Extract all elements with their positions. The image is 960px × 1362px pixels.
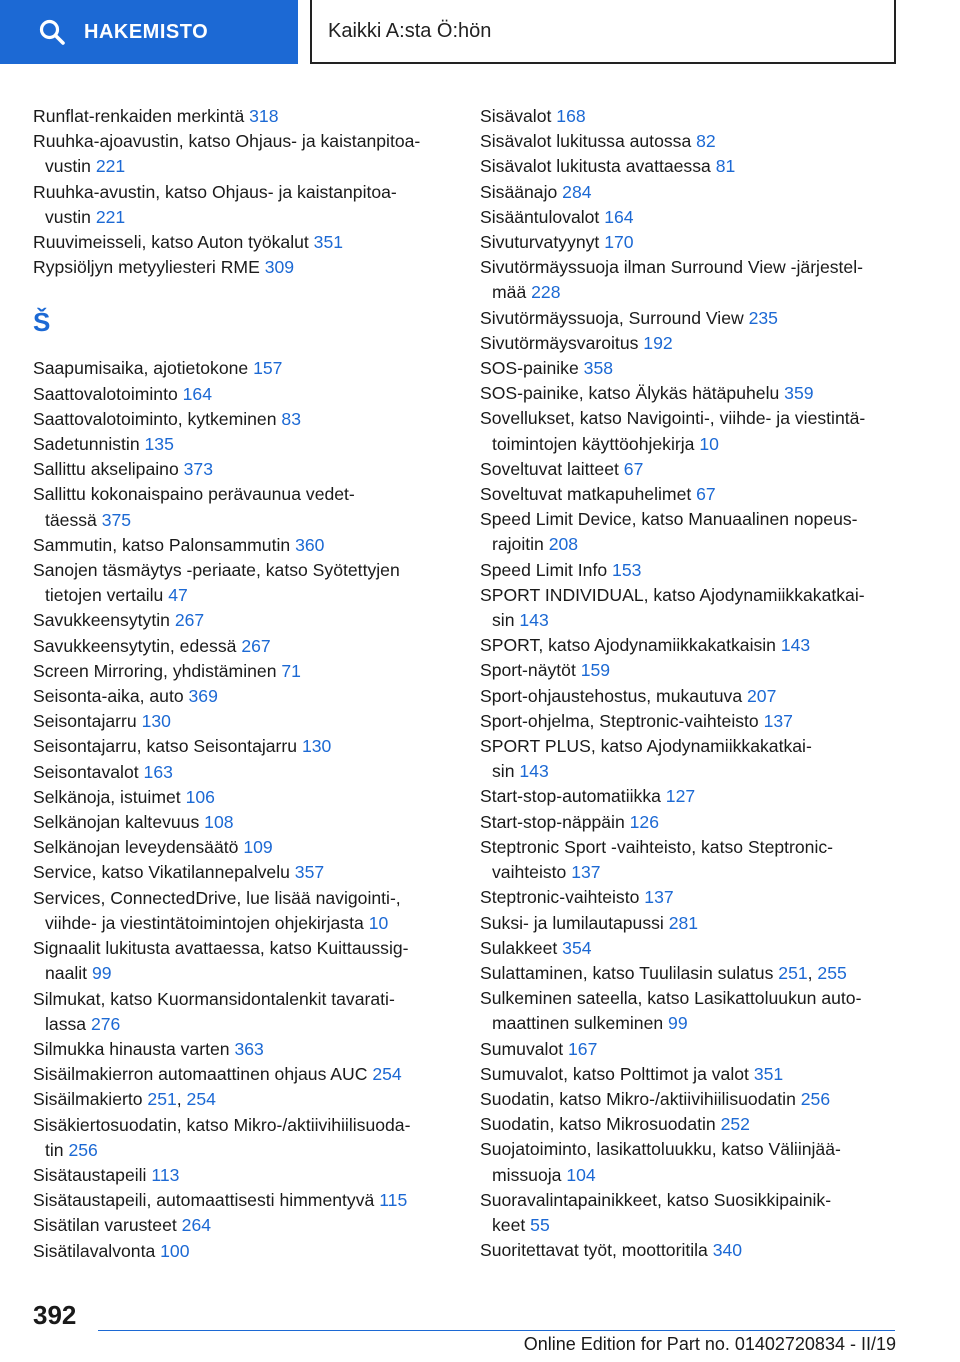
entry-text: vustin [45,156,91,177]
entry-text: Steptronic-vaihteisto [480,887,640,908]
entry-text: mää [492,282,527,303]
entry-text: Saattovalotoiminto [33,383,178,404]
page-link[interactable]: 115 [379,1190,408,1211]
page-link[interactable]: 164 [182,383,212,404]
page-link[interactable]: 106 [185,786,215,807]
index-entry [33,432,453,457]
entry-text: Selkänojan kaltevuus [33,812,200,833]
page-link[interactable]: 71 [281,660,301,681]
index-entry [480,255,900,305]
page-link[interactable]: 284 [562,181,592,202]
index-entry [33,760,453,785]
page-link[interactable]: 256 [800,1088,831,1109]
index-entry [33,886,453,936]
index-entry [480,1188,900,1238]
index-entry [480,633,900,658]
page-link[interactable]: 360 [295,534,325,555]
entry-text: sin [492,761,515,782]
index-entry [480,684,900,709]
page-link[interactable]: 354 [562,937,592,958]
entry-text: Screen Mirroring, yhdistäminen [33,660,277,681]
page-link[interactable]: 99 [91,963,112,984]
page-link[interactable]: 252 [720,1114,750,1135]
search-tab-label: HAKEMISTO [84,20,209,43]
page-link[interactable]: 254 [372,1064,402,1085]
entry-text: Sisävalot [480,106,552,126]
page-link[interactable]: 228 [531,282,561,303]
page-link[interactable]: 192 [643,332,673,353]
entry-text: tin [45,1139,64,1160]
page-link[interactable]: 373 [183,459,213,480]
index-entry [480,986,900,1036]
page-link[interactable]: 235 [748,307,778,328]
entry-text: Soveltuvat matkapuhelimet [480,484,692,505]
page-link[interactable]: 99 [668,1013,688,1034]
page-link[interactable]: 251 [778,962,808,983]
index-entry [33,1213,453,1238]
entry-text: SPORT INDIVIDUAL, katso Ajodynamiikkakatkai- [480,584,865,605]
page-link[interactable]: 358 [583,358,614,379]
entry-text: Saapumisaika, ajotietokone [33,358,249,379]
entry-text: Sisäänajo [480,181,558,202]
entry-text: toimintojen käyttöohjekirja [492,433,695,454]
entry-text: Sanojen täsmäytys -periaate, katso Syötettyjen [33,560,400,581]
entry-text: Suojatoiminto, lasikattoluukku, katso Väliinjää- [480,1139,841,1160]
entry-text: Suoravalintapainikkeet, katso Suosikkipainik- [480,1189,832,1210]
entry-text: Ruuhka-ajoavustin, katso Ohjaus- ja kaistanpitoa- [33,131,421,152]
entry-text: Seisontajarru [33,711,137,732]
entry-text: Rypsiöljyn metyyliesteri RME [33,257,260,278]
index-entry [33,382,453,407]
index-entry [33,1037,453,1062]
index-entry [480,1137,900,1187]
index-entry [33,659,453,684]
entry-text: Runflat-renkaiden merkintä [33,106,245,126]
page-link[interactable]: 143 [519,761,549,782]
page-link[interactable]: 267 [241,635,271,656]
index-entry [480,1062,900,1087]
entry-text: Sisäilmakierto [33,1089,143,1110]
index-entry [33,407,453,432]
entry-text: Start-stop-näppäin [480,811,625,832]
entry-text: keet [492,1214,526,1235]
index-entry [33,104,453,129]
section-title [310,0,896,64]
index-entry [480,1112,900,1137]
entry-text: Sumuvalot, katso Polttimot ja valot [480,1063,749,1084]
entry-text: Speed Limit Info [480,559,608,580]
index-entry [480,911,900,936]
index-entry [33,356,453,381]
entry-text: Sulattaminen, katso Tuulilasin sulatus [480,962,774,983]
entry-text: Sisätaustapeili, automaattisesti himmentyvä [33,1190,375,1211]
page-number: 392 [33,1300,77,1330]
page-link[interactable]: 159 [580,660,611,681]
entry-text: Ruuhka-avustin, katso Ohjaus- ja kaistanpitoa- [33,181,397,202]
entry-text: Sisäkiertosuodatin, katso Mikro-/aktiivihiilisuoda- [33,1114,411,1135]
index-entry [480,810,900,835]
top-bar [0,0,960,66]
index-entry [480,835,900,885]
entry-text: SOS-painike, katso Älykäs hätäpuhelu [480,383,780,404]
index-entry [33,1163,453,1188]
page-link[interactable]: 264 [181,1215,212,1236]
entry-text: Service, katso Vikatilannepalvelu [33,862,290,883]
entry-text: Seisonta-aika, auto [33,686,184,707]
page-link[interactable]: 369 [188,686,218,707]
entry-text: Sivutörmäysvaroitus [480,332,639,353]
entry-text: tietojen vertailu [45,585,164,606]
index-entry [480,180,900,205]
page-link[interactable]: 221 [95,156,126,177]
index-entry [480,784,900,809]
page-link[interactable]: 170 [604,232,634,253]
index-entry [480,558,900,583]
index-entry [480,734,900,784]
entry-text: rajoitin [492,534,544,555]
entry-text: Seisontajarru, katso Seisontajarru [33,736,298,757]
entry-text: Sallittu akselipaino [33,459,179,480]
entry-text: Services, ConnectedDrive, lue lisää navigointi-, [33,887,401,908]
entry-text: Sumuvalot [480,1038,564,1059]
index-entry [33,608,453,633]
entry-text: Sisäilmakierron automaattinen ohjaus AUC [33,1064,368,1085]
index-column-right [480,104,900,1263]
page-link[interactable]: 113 [151,1164,180,1185]
index-entry [33,860,453,885]
page-link[interactable]: 267 [174,610,205,631]
page-link[interactable]: 143 [780,635,811,656]
page-link[interactable]: 351 [753,1063,784,1084]
index-entry [480,658,900,683]
index-entry [480,1238,900,1263]
index-entry [33,810,453,835]
index-entry [33,835,453,860]
index-entry [480,356,900,381]
entry-text: Selkänojan leveydensäätö [33,837,239,858]
page-link[interactable]: 309 [264,257,295,278]
page-link[interactable]: 130 [141,711,171,732]
page-link[interactable]: 108 [204,812,234,833]
entry-text: maattinen sulkeminen [492,1013,664,1034]
index-entry [33,482,453,532]
entry-text: Saattovalotoiminto, kytkeminen [33,408,277,429]
page-link[interactable]: 109 [243,837,273,858]
index-entry [480,230,900,255]
page-link[interactable]: 137 [763,710,793,731]
index-entry [33,558,453,608]
page-link[interactable]: 375 [101,509,132,530]
entry-text: SPORT PLUS, katso Ajodynamiikkakatkai- [480,736,812,757]
index-entry [33,987,453,1037]
page-link[interactable]: 104 [566,1164,596,1185]
entry-text: Sallittu kokonaispaino perävaunua vedet- [33,484,355,505]
index-entry [480,885,900,910]
page-link[interactable]: 168 [556,106,586,126]
page-link[interactable]: 363 [234,1038,264,1059]
page-link[interactable]: 255 [817,962,847,983]
index-entry [480,936,900,961]
page-link[interactable]: 135 [144,434,174,455]
page-link[interactable]: 163 [143,761,173,782]
entry-text: lassa [45,1013,87,1034]
page-link[interactable]: 10 [699,433,719,454]
index-entry [480,482,900,507]
page-link[interactable]: 81 [715,156,736,177]
page-link[interactable]: 126 [629,811,659,832]
entry-text: Sivuturvatyynyt [480,232,600,253]
page-link[interactable]: 221 [95,206,126,227]
page-link[interactable]: 82 [696,131,716,152]
index-entry [33,634,453,659]
index-entry [480,331,900,356]
section-title-text: Kaikki A:sta Ö:hön [328,19,492,42]
page-link[interactable]: 167 [568,1038,598,1059]
index-entry [480,1037,900,1062]
index-entry [33,684,453,709]
entry-text: Savukkeensytytin [33,610,170,631]
page-link[interactable]: 143 [519,610,549,631]
page-link[interactable]: 207 [747,685,777,706]
search-icon [38,18,66,46]
page-link[interactable]: 153 [612,559,642,580]
index-entry [480,154,900,179]
entry-text: Sisätaustapeili [33,1164,147,1185]
entry-text: Sport-näytöt [480,660,576,681]
page-link[interactable]: 208 [548,534,579,555]
index-entry [480,457,900,482]
entry-text: täessä [45,509,97,530]
index-entry [33,180,453,230]
entry-text: SPORT, katso Ajodynamiikkakatkaisin [480,635,776,656]
entry-text: Suksi- ja lumilautapussi [480,912,664,933]
entry-text: Sisätilavalvonta [33,1240,156,1261]
edition-text: Online Edition for Part no. 01402720834 - II/19 [523,1334,896,1354]
entry-text: naalit [45,963,88,984]
page-link[interactable]: 359 [784,383,814,404]
page-link[interactable]: 10 [368,912,389,933]
entry-text: Sivutörmäyssuoja ilman Surround View -järjestel- [480,257,863,278]
index-entry: Sulattaminen, katso Tuulilasin sulatus 251, 255 [480,962,847,983]
index-entry [33,1062,453,1087]
page-link[interactable]: 164 [604,206,634,227]
page-link[interactable]: 340 [712,1240,743,1261]
entry-text: sin [492,610,515,631]
index-entry [33,129,453,179]
entry-text: Seisontavalot [33,761,139,782]
entry-text: Suodatin, katso Mikro-/aktiivihiilisuodatin [480,1088,796,1109]
entry-text: vustin [45,206,91,227]
entry-text: Suodatin, katso Mikrosuodatin [480,1114,716,1135]
page-link[interactable]: 357 [294,862,325,883]
entry-text: Steptronic Sport -vaihteisto, katso Steptronic- [480,836,834,857]
entry-text: Sisätilan varusteet [33,1215,177,1236]
index-entry [480,104,900,129]
entry-text: Savukkeensytytin, edessä [33,635,237,656]
index-entry [480,381,900,406]
entry-text: viihde- ja viestintätoimintojen ohjekirjasta [45,912,364,933]
page-link[interactable]: 67 [623,458,644,479]
index-entry [33,533,453,558]
page-link[interactable]: 318 [249,106,279,126]
page-link[interactable]: 281 [668,912,699,933]
page-link[interactable]: 256 [68,1139,98,1160]
entry-text: Ruuvimeisseli, katso Auton työkalut [33,232,309,253]
index-entry [480,507,900,557]
index-entry: Sisäilmakierto 251, 254 [33,1089,216,1110]
page-link[interactable]: 83 [281,408,301,429]
page-link[interactable]: 137 [571,862,601,883]
page-link[interactable]: 254 [186,1089,216,1110]
page-link[interactable]: 55 [530,1214,550,1235]
entry-text: Suoritettavat työt, moottoritila [480,1240,708,1261]
entry-text: Sisävalot lukitusta avattaessa [480,156,711,177]
entry-text: Sovellukset, katso Navigointi-, viihde- ja viestintä- [480,408,866,429]
index-entry [480,709,900,734]
index-entry [33,1239,453,1264]
entry-text: Silmukka hinausta varten [33,1038,230,1059]
index-entry [33,734,453,759]
page-link[interactable]: 251 [147,1089,177,1110]
index-entry [33,709,453,734]
footer-divider [98,1330,895,1331]
page-link[interactable]: 100 [160,1240,190,1261]
index-search-tab[interactable] [0,0,298,64]
index-entry [480,306,900,331]
entry-text: Start-stop-automatiikka [480,786,661,807]
entry-text: Speed Limit Device, katso Manuaalinen nopeus- [480,509,858,530]
index-entry [480,406,900,456]
entry-text: Sivutörmäyssuoja, Surround View [480,307,744,328]
entry-text: vaihteisto [492,862,567,883]
index-entry [33,936,453,986]
index-entry [33,1188,453,1213]
index-entry [480,205,900,230]
index-entry [33,1113,453,1163]
page-link[interactable]: 47 [168,585,188,606]
index-entry [33,785,453,810]
page-link[interactable]: 127 [665,786,696,807]
entry-text: Sulkeminen sateella, katso Lasikattoluukun auto- [480,988,862,1009]
section-letter: Š [33,307,51,338]
entry-text: Soveltuvat laitteet [480,458,619,479]
index-entry [480,1087,900,1112]
index-column-left [33,104,453,1264]
index-entry [33,255,453,280]
page-link[interactable]: 67 [696,484,716,505]
entry-text: Sadetunnistin [33,434,140,455]
entry-text: Silmukat, katso Kuormansidontalenkit tavarati- [33,988,395,1009]
index-entry [33,230,453,255]
page-link[interactable]: 351 [313,232,344,253]
entry-text: Sisävalot lukitussa autossa [480,131,692,152]
entry-text: missuoja [492,1164,562,1185]
index-entry [33,457,453,482]
page-link[interactable]: 157 [253,358,283,379]
index-entry [480,583,900,633]
entry-text: Signaalit lukitusta avattaessa, katso Kuittaussig- [33,938,409,959]
entry-text: Sport-ohjelma, Steptronic-vaihteisto [480,710,759,731]
entry-text: Sisääntulovalot [480,206,600,227]
entry-text: SOS-painike [480,358,579,379]
page-link[interactable]: 130 [301,736,332,757]
entry-text: Selkänoja, istuimet [33,786,181,807]
page-link[interactable]: 276 [90,1013,121,1034]
entry-text: Sulakkeet [480,937,558,958]
entry-text: Sammutin, katso Palonsammutin [33,534,291,555]
entry-text: Sport-ohjaustehostus, mukautuva [480,685,743,706]
page-link[interactable]: 137 [644,887,674,908]
index-entry [480,129,900,154]
